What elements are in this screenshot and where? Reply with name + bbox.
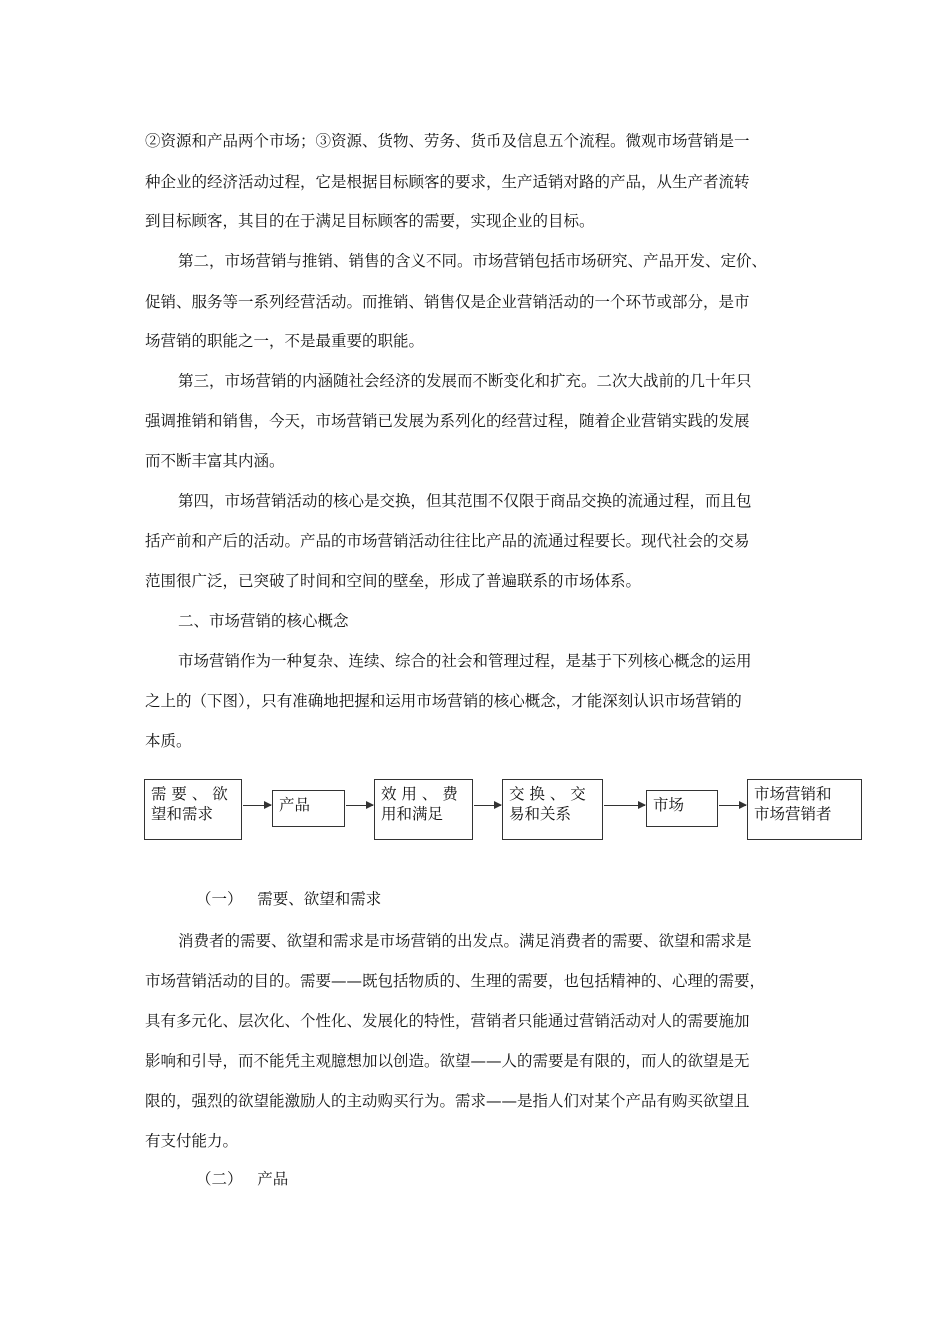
paragraph-5-line-2: 之上的（下图），只有准确地把握和运用市场营销的核心概念，才能深刻认识市场营销的 <box>145 692 742 710</box>
flow-arrow-2 <box>346 805 373 806</box>
paragraph-1-line-3: 到目标顾客，其目的在于满足目标顾客的需要，实现企业的目标。 <box>145 212 595 230</box>
flow-box-exchange-line-2: 易和关系 <box>509 805 572 823</box>
subsection-2-heading: （二） 产品 <box>196 1170 289 1188</box>
flow-box-utility-line-2: 用和满足 <box>381 805 444 823</box>
flow-box-marketing-line-1: 市场营销和 <box>754 785 832 803</box>
paragraph-3-line-3: 而不断丰富其内涵。 <box>145 452 285 470</box>
paragraph-3-line-1: 第三，市场营销的内涵随社会经济的发展而不断变化和扩充。二次大战前的几十年只 <box>178 372 752 390</box>
flow-box-market <box>646 790 718 827</box>
flow-box-marketing-and-marketers <box>747 779 862 840</box>
flow-box-exchange-line-1: 交 换 、 交 <box>509 785 586 803</box>
flow-box-product-label: 产品 <box>279 796 311 814</box>
paragraph-6-line-3: 具有多元化、层次化、个性化、发展化的特性，营销者只能通过营销活动对人的需要施加 <box>145 1012 750 1030</box>
paragraph-5-line-1: 市场营销作为一种复杂、连续、综合的社会和管理过程，是基于下列核心概念的运用 <box>178 652 752 670</box>
paragraph-1-line-1: ②资源和产品两个市场；③资源、货物、劳务、货币及信息五个流程。微观市场营销是一 <box>145 132 750 150</box>
flow-arrow-5 <box>719 805 746 806</box>
flow-box-exchange-transaction-relationship <box>502 779 603 840</box>
subsection-1-heading: （一） 需要、欲望和需求 <box>196 890 382 908</box>
flow-box-market-label: 市场 <box>653 796 685 814</box>
paragraph-2-line-1: 第二，市场营销与推销、销售的含义不同。市场营销包括市场研究、产品开发、定价、 <box>178 252 768 270</box>
paragraph-5-line-3: 本质。 <box>145 732 192 750</box>
flow-box-utility-cost-satisfaction <box>374 779 473 840</box>
paragraph-3-line-2: 强调推销和销售，今天，市场营销已发展为系列化的经营过程，随着企业营销实践的发展 <box>145 412 750 430</box>
paragraph-6-line-5: 限的，强烈的欲望能激励人的主动购买行为。需求——是指人们对某个产品有购买欲望且 <box>145 1092 750 1110</box>
paragraph-6-line-2: 市场营销活动的目的。需要——既包括物质的、生理的需要，也包括精神的、心理的需要， <box>145 972 766 990</box>
flow-box-needs-line-2: 望和需求 <box>151 805 214 823</box>
flow-box-needs-line-1: 需 要 、 欲 <box>151 785 228 803</box>
paragraph-1-line-2: 种企业的经济活动过程，它是根据目标顾客的要求，生产适销对路的产品，从生产者流转 <box>145 173 750 191</box>
flow-box-marketing-line-2: 市场营销者 <box>754 805 832 823</box>
flow-arrow-1 <box>243 805 271 806</box>
paragraph-4-line-1: 第四，市场营销活动的核心是交换，但其范围不仅限于商品交换的流通过程，而且包 <box>178 492 752 510</box>
flow-box-utility-line-1: 效 用 、 费 <box>381 785 458 803</box>
flow-arrow-3 <box>474 805 501 806</box>
paragraph-2-line-3: 场营销的职能之一，不是最重要的职能。 <box>145 332 425 350</box>
paragraph-4-line-3: 范围很广泛，已突破了时间和空间的壁垒，形成了普遍联系的市场体系。 <box>145 572 642 590</box>
flow-box-needs-wants-demands <box>144 779 242 840</box>
flow-box-product <box>272 790 345 827</box>
paragraph-6-line-4: 影响和引导，而不能凭主观臆想加以创造。欲望——人的需要是有限的，而人的欲望是无 <box>145 1052 750 1070</box>
flow-arrow-4 <box>604 805 645 806</box>
paragraph-4-line-2: 括产前和产后的活动。产品的市场营销活动往往比产品的流通过程要长。现代社会的交易 <box>145 532 750 550</box>
paragraph-6-line-1: 消费者的需要、欲望和需求是市场营销的出发点。满足消费者的需要、欲望和需求是 <box>178 932 752 950</box>
paragraph-2-line-2: 促销、服务等一系列经营活动。而推销、销售仅是企业营销活动的一个环节或部分，是市 <box>145 293 750 311</box>
paragraph-6-line-6: 有支付能力。 <box>145 1132 239 1150</box>
section-heading: 二、市场营销的核心概念 <box>178 612 349 630</box>
